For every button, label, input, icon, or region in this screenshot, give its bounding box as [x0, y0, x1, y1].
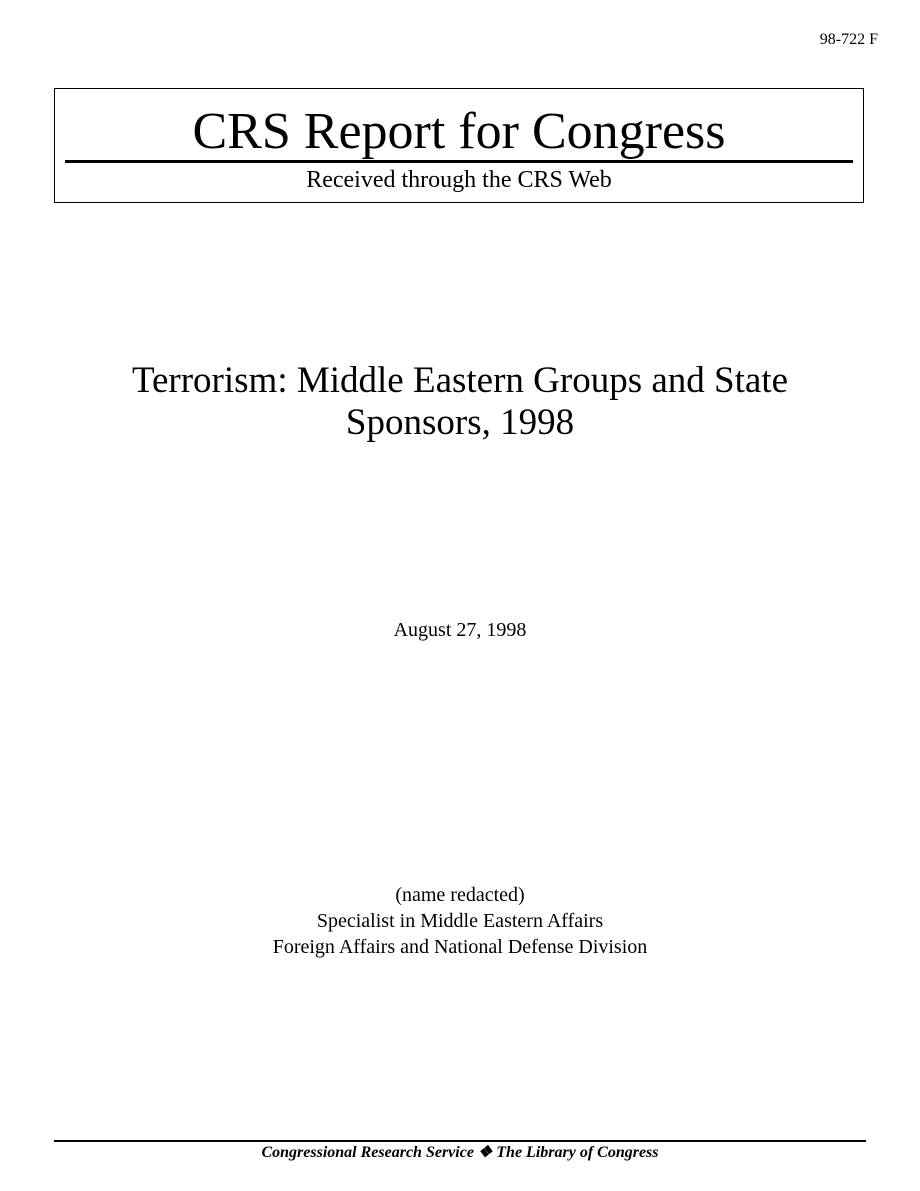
footer-text: Congressional Research Service ❖ The Library of Congress — [261, 1144, 659, 1161]
author-position: Specialist in Middle Eastern Affairs — [316, 910, 604, 932]
document-title-line-1: Terrorism: Middle Eastern Groups and State — [131, 360, 789, 401]
document-title — [60, 360, 860, 444]
document-title-line-2: Sponsors, 1998 — [345, 402, 575, 443]
document-date: August 27, 1998 — [393, 619, 527, 641]
author-block — [0, 882, 920, 960]
author-division: Foreign Affairs and National Defense Division — [272, 936, 648, 958]
author-name: (name redacted) — [395, 884, 525, 906]
report-header-box — [54, 88, 864, 203]
header-title: CRS Report for Congress — [192, 103, 726, 160]
footer-divider — [54, 1140, 866, 1142]
report-number: 98-722 F — [819, 31, 878, 48]
header-divider — [65, 160, 853, 163]
header-subtitle: Received through the CRS Web — [306, 167, 612, 193]
